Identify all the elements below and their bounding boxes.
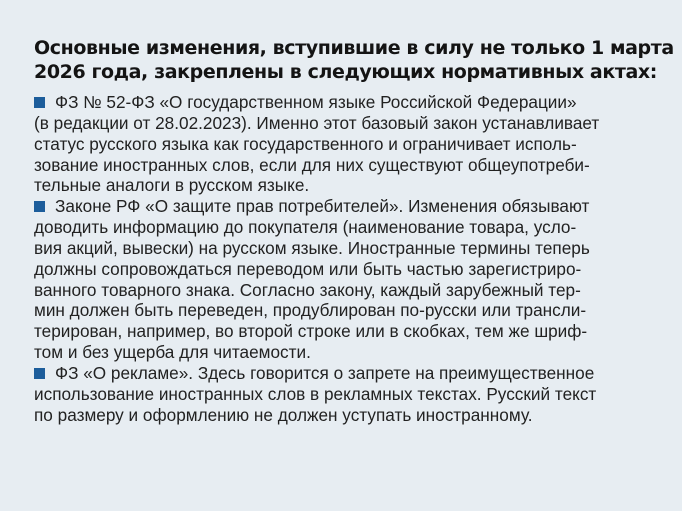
list-item-line: мин должен быть переведен, продублирован по-русски или трансли- bbox=[34, 300, 587, 321]
heading-line: 2026 года, закреплены в следующих нормативных актах: bbox=[34, 61, 657, 83]
list-item-line bbox=[34, 363, 662, 384]
list-item-text: ФЗ № 52-ФЗ «О государственном языке Российской Федерации» bbox=[55, 92, 577, 112]
list-item-advertising-law bbox=[34, 363, 662, 426]
square-bullet-icon bbox=[34, 368, 45, 379]
list-item-line: использование иностранных слов в рекламных текстах. Русский текст bbox=[34, 383, 597, 404]
list-item-line: статус русского языка как государственного и ограничивает исполь- bbox=[34, 133, 577, 154]
list-item-language-law bbox=[34, 92, 662, 196]
list-item-line: том и без ущерба для читаемости. bbox=[34, 342, 311, 363]
list-item-line: тельные аналоги в русском языке. bbox=[34, 175, 310, 196]
list-item-line: вия акций, вывески) на русском языке. Иностранные термины теперь bbox=[34, 237, 590, 258]
list-item-line: по размеру и оформлению не должен уступать иностранному. bbox=[34, 404, 533, 425]
list-item-line: терирован, например, во второй строке или в скобках, тем же шриф- bbox=[34, 321, 588, 342]
list-item-line bbox=[34, 196, 662, 217]
list-item-line: зование иностранных слов, если для них существуют общеупотреби- bbox=[34, 154, 590, 175]
list-item-line bbox=[34, 92, 662, 113]
square-bullet-icon bbox=[34, 97, 45, 108]
list-item-text: ФЗ «О рекламе». Здесь говорится о запрете на преимущественное bbox=[55, 362, 595, 383]
list-item-line: ванного товарного знака. Согласно закону, каждый зарубежный тер- bbox=[34, 279, 581, 300]
list-item-consumer-law bbox=[34, 196, 662, 363]
panel-heading bbox=[34, 36, 674, 84]
list-item-line: должны сопровождаться переводом или быть частью зарегистриро- bbox=[34, 258, 582, 279]
square-bullet-icon bbox=[34, 201, 45, 212]
list-item-line: (в редакции от 28.02.2023). Именно этот базовый закон устанавливает bbox=[34, 112, 600, 133]
list-item-line: доводить информацию до покупателя (наименование товара, усло- bbox=[34, 217, 577, 238]
heading-line: Основные изменения, вступившие в силу не только 1 марта bbox=[34, 37, 674, 59]
list-item-text: Законе РФ «О защите прав потребителей». Изменения обязывают bbox=[55, 196, 590, 217]
